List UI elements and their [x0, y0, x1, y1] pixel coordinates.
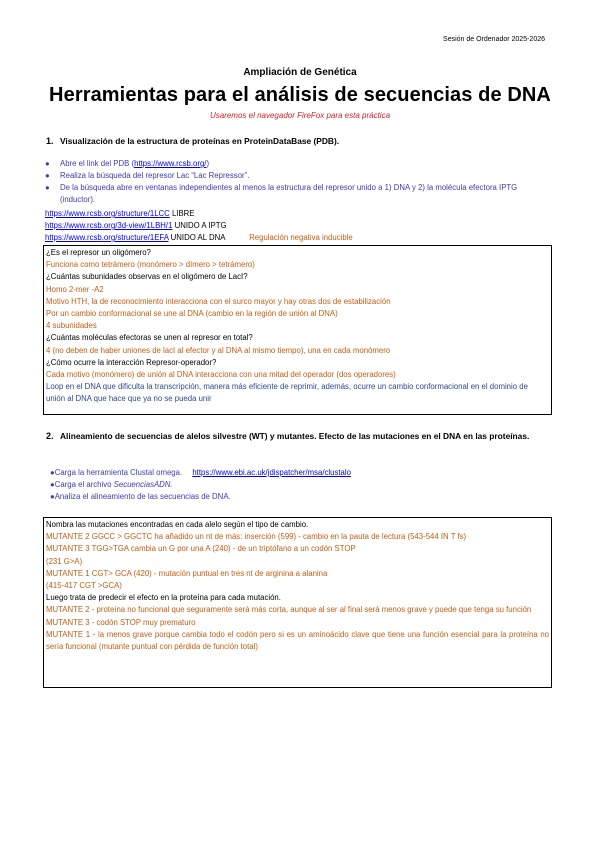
bullet-icon: ●: [50, 480, 55, 489]
pdb-link[interactable]: https://www.rcsb.org/: [134, 159, 207, 168]
question-text: ¿Cuántas subunidades observas en el oligómero de LacI?: [46, 272, 248, 282]
answer-text: MUTANTE 1 CGT> GCA (420) - mutación puntual en tres nt de arginina a alanina: [46, 568, 328, 578]
bullet-item: ● Abre el link del PDB (https://www.rcsb.org/): [45, 159, 210, 168]
structure-link-row: https://www.rcsb.org/structure/1LCC LIBRE: [45, 209, 195, 218]
question-text: ¿Es el represor un oligómero?: [46, 248, 151, 257]
bullet-item: ●Carga el archivo SecuenciasADN.: [50, 480, 173, 489]
page-title: Herramientas para el análisis de secuencias de DNA: [49, 84, 551, 106]
bullet-icon: ●: [45, 171, 50, 180]
bullet-icon: ●: [45, 183, 50, 192]
answer-text: MUTANTE 3 TGG>TGA cambia un G por una A (240) - de un triptófano a un codón STOP: [46, 544, 356, 554]
structure-link-1lcc[interactable]: https://www.rcsb.org/structure/1LCC: [45, 209, 170, 218]
answer-text: Loop en el DNA que dificulta la transcripción, manera más eficiente de reprimir, además, ocurre un cambio conformacional en el dominio de unión al DNA que hace que ya no se pueda unir: [46, 382, 528, 404]
answer-text: MUTANTE 2 GGCC > GGCTC ha añadido un nt de más: inserción (599) - cambio en la pauta de lectura (543-544 IN T fs): [46, 532, 467, 542]
answer-text: Cada motivo (monómero) de unión al DNA interacciona con una mitad del operador (dos operadores): [46, 370, 396, 380]
question-text: Nombra las mutaciones encontradas en cada alelo según el tipo de cambio.: [46, 520, 309, 529]
answer-text: 4 subunidades: [46, 321, 97, 331]
answer-text: Funciona como tetrámero (monómero > dímero > tetrámero): [46, 260, 255, 270]
section2-heading-text: Alineamiento de secuencias de alelos silvestre (WT) y mutantes. Efecto de las mutaciones en el DNA en las proteínas.: [60, 431, 530, 441]
question-text: Luego trata de predecir el efecto en la proteína para cada mutación.: [46, 593, 281, 603]
clustal-link[interactable]: https://www.ebi.ac.uk/jdispatcher/msa/clustalo: [192, 468, 351, 477]
bullet-item: ●Analiza el alineamiento de las secuencias de DNA.: [50, 492, 231, 501]
bullet-icon: ●: [45, 159, 50, 168]
structure-link-row: https://www.rcsb.org/3d-view/1LBH/1 UNIDO A IPTG: [45, 221, 227, 230]
answer-text: MUTANTE 3 - codón STOP muy prematuro: [46, 617, 196, 627]
section1-number: 1.: [46, 136, 54, 146]
section1-heading-text: Visualización de la estructura de proteínas en ProteinDataBase (PDB).: [60, 136, 340, 146]
question-text: ¿Cómo ocurre la interacción Represor-operador?: [46, 357, 217, 367]
structure-link-1lbh[interactable]: https://www.rcsb.org/3d-view/1LBH/1: [45, 221, 173, 230]
answer-text: Homo 2-mer -A2: [46, 284, 104, 294]
answer-text: Por un cambio conformacional se une al DNA (cambio en la región de unión al DNA): [46, 309, 338, 319]
section2-answer-box: [43, 517, 552, 688]
answer-text: 4 (no deben de haber uniones de lacI al efector y al DNA al mismo tiempo), una en cada monómero: [46, 345, 391, 355]
answer-text: (415-417 CGT >GCA): [46, 581, 122, 591]
bullet-item: ● Realiza la búsqueda del represor Lac “Lac Repressor”.: [45, 171, 250, 180]
answer-text: MUTANTE 2 - proteína no funcional que seguramente será más corta, aunque al ser al final será menos grave y puede que tenga su función: [46, 605, 532, 615]
regulation-note: Regulación negativa inducible: [249, 233, 353, 242]
file-name: SecuenciasADN.: [113, 480, 173, 489]
bullet-item: ● De la búsqueda abre en ventanas independientes al menos la estructura del represor unido a 1) DNA y 2) la molécula efectora IPTG (inductor).: [45, 183, 518, 204]
page-subtitle: Usaremos el navegador FireFox para esta práctica: [209, 111, 391, 120]
bullet-icon: ●: [50, 492, 55, 501]
section2-heading: [46, 430, 548, 442]
question-text: ¿Cuántas moléculas efectoras se unen al represor en total?: [46, 333, 253, 343]
section1-answer-box: [43, 245, 552, 415]
bullet-item: ●Carga la herramienta Clustal omega. https://www.ebi.ac.uk/jdispatcher/msa/clustalo: [50, 468, 351, 477]
answer-text: Motivo HTH, la de reconocimiento interacciona con el surco mayor y hay otras dos de estabilización: [46, 296, 391, 306]
bullet-icon: ●: [50, 468, 55, 477]
structure-link-row: https://www.rcsb.org/structure/1EFA UNIDO AL DNA Regulación negativa inducible: [45, 233, 353, 242]
answer-text: MUTANTE 1 - la menos grave porque cambia todo el codón pero si es un aminoácido clave que tiene una función esencial para la proteína no sería funcional (mutante puntual con pérdida de función total): [46, 629, 549, 652]
session-label: Sesión de Ordenador 2025-2026: [443, 36, 545, 43]
answer-text: (231 G>A): [46, 556, 83, 566]
section2-number: 2.: [46, 431, 54, 441]
course-title: Ampliación de Genética: [243, 67, 357, 78]
section1-heading: [46, 135, 540, 147]
structure-link-1efa[interactable]: https://www.rcsb.org/structure/1EFA: [45, 233, 169, 242]
